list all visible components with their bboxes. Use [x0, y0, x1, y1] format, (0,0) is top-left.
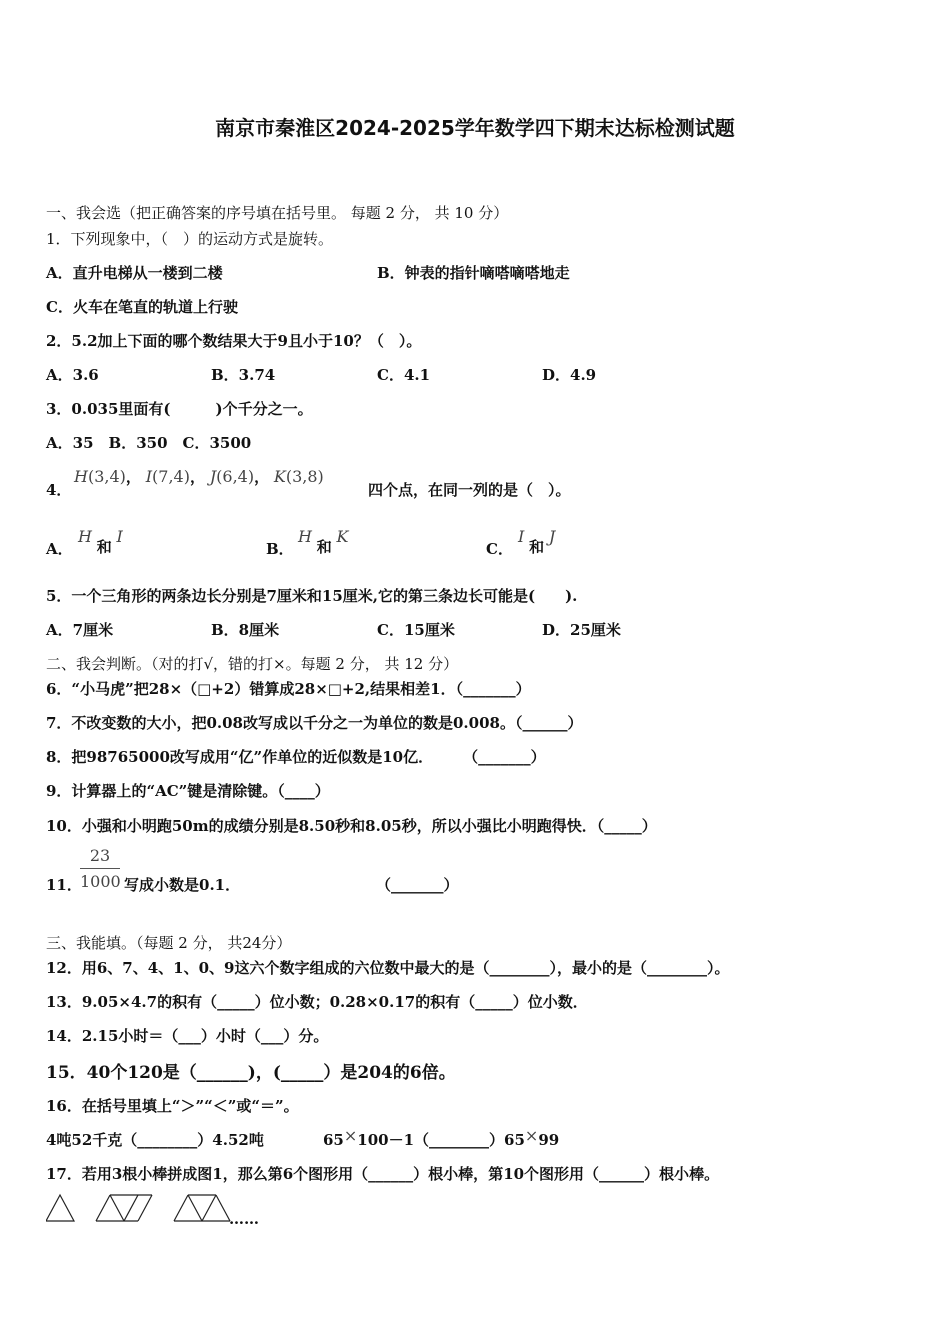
q13: 13．9.05×4.7的积有（_____）位小数；0.28×0.17的积有（_____）位小数． — [46, 993, 588, 1011]
q2-option-d: D．4.9 — [542, 366, 597, 384]
q6: 6．“小马虎”把28×（□+2）错算成28×□+2,结果相差1．（_______） — [46, 680, 531, 698]
q11-fraction — [80, 846, 120, 891]
q2-option-a: A．3.6 — [46, 366, 99, 384]
q5-stem: 5．一个三角形的两条边长分别是7厘米和15厘米,它的第三条边长可能是( ). — [46, 587, 578, 605]
point-h-coords: (3,4) — [87, 467, 126, 486]
q9: 9．计算器上的“AC”键是清除键。（____） — [46, 782, 330, 800]
q4-option-a-content: H 和 I — [78, 527, 123, 556]
section2-heading: 二、我会判断。（对的打√，错的打×。每题 2 分， 共 12 分） — [46, 655, 459, 673]
times-sign: × — [524, 1126, 539, 1145]
q5-option-c: C．15厘米 — [377, 621, 455, 639]
section3-heading: 三、我能填。（每题 2 分， 共24分） — [46, 934, 292, 952]
q16-part-b: 65×100－1（________）65×99 — [323, 1126, 560, 1149]
q1-option-c: C．火车在笔直的轨道上行驶 — [46, 298, 238, 316]
q5-option-b: B．8厘米 — [211, 621, 280, 639]
q11-number: 11． — [46, 876, 82, 894]
q5-option-d: D．25厘米 — [542, 621, 621, 639]
q3-stem: 3．0.035里面有( )个千分之一。 — [46, 400, 313, 418]
fraction-numerator: 23 — [89, 846, 111, 865]
q17-figures — [46, 1190, 246, 1230]
page-title: 南京市秦淮区2024-2025学年数学四下期末达标检测试题 — [215, 116, 735, 140]
q17: 17．若用3根小棒拼成图1，那么第6个图形用（______）根小棒，第10个图形用（______）根小棒。 — [46, 1165, 720, 1183]
q1-option-b: B．钟表的指针嘀嗒嘀嗒地走 — [377, 264, 570, 282]
q12: 12．用6、7、4、1、0、9这六个数字组成的六位数中最大的是（________），最小的是（________）。 — [46, 959, 730, 977]
q2-stem: 2．5.2加上下面的哪个数结果大于9且小于10？（ ）。 — [46, 332, 422, 350]
q2-option-c: C．4.1 — [377, 366, 431, 384]
q8: 8．把98765000改写成用“亿”作单位的近似数是10亿． （_______） — [46, 748, 546, 766]
q11-blank: （_______） — [376, 876, 459, 894]
figure-2-triangles — [96, 1195, 152, 1221]
q4-stem-tail: 四个点，在同一列的是（ ）。 — [368, 481, 571, 499]
q16: 16．在括号里填上“＞”“＜”或“＝”。 — [46, 1097, 299, 1115]
q5-option-a: A．7厘米 — [46, 621, 114, 639]
q17-ellipsis: …… — [229, 1210, 259, 1228]
fraction-denominator: 1000 — [80, 872, 121, 891]
q3-options: A．35 B．350 C．3500 — [46, 434, 252, 452]
q7: 7．不改变数的大小，把0.08改写成以千分之一为单位的数是0.008。（______） — [46, 714, 583, 732]
point-i-coords: (7,4) — [152, 467, 190, 486]
q11-text: 写成小数是0.1． — [124, 876, 241, 894]
q10: 10．小强和小明跑50m的成绩分别是8.50秒和8.05秒，所以小强比小明跑得快．（_____） — [46, 817, 657, 835]
q15: 15．40个120是（______)，(_____）是204的6倍。 — [46, 1063, 456, 1083]
q4-option-b-content: H 和 K — [298, 527, 349, 556]
point-i-label: I — [145, 467, 153, 486]
section1-heading: 一、我会选（把正确答案的序号填在括号里。 每题 2 分， 共 10 分） — [46, 204, 509, 222]
q4-number: 4． — [46, 481, 72, 499]
q2-option-b: B．3.74 — [211, 366, 276, 384]
q4-option-c: C． — [486, 540, 513, 558]
point-h-label: H — [74, 467, 88, 486]
figure-3-triangles — [174, 1195, 230, 1221]
figure-1-triangle — [46, 1195, 74, 1221]
q1-stem: 1．下列现象中，（ ）的运动方式是旋转。 — [46, 230, 334, 248]
point-k-label: K — [273, 467, 286, 486]
q4-points: H(3,4)， I(7,4)， J(6,4)， K(3,8) — [74, 467, 324, 486]
point-k-coords: (3,8) — [285, 467, 324, 486]
q14: 14．2.15小时＝（___）小时（___）分。 — [46, 1027, 329, 1045]
times-sign: × — [343, 1126, 358, 1145]
q4-option-a: A． — [46, 540, 73, 558]
triangle-pattern-figure — [46, 1190, 246, 1226]
q4-option-b: B． — [266, 540, 294, 558]
q4-option-c-content: I 和 J — [518, 527, 556, 556]
q1-option-a: A．直升电梯从一楼到二楼 — [46, 264, 223, 282]
point-j-label: J — [209, 467, 217, 486]
q16-part-a: 4吨52千克（________）4.52吨 — [46, 1131, 264, 1149]
fraction-bar — [80, 868, 120, 869]
point-j-coords: (6,4) — [216, 467, 255, 486]
